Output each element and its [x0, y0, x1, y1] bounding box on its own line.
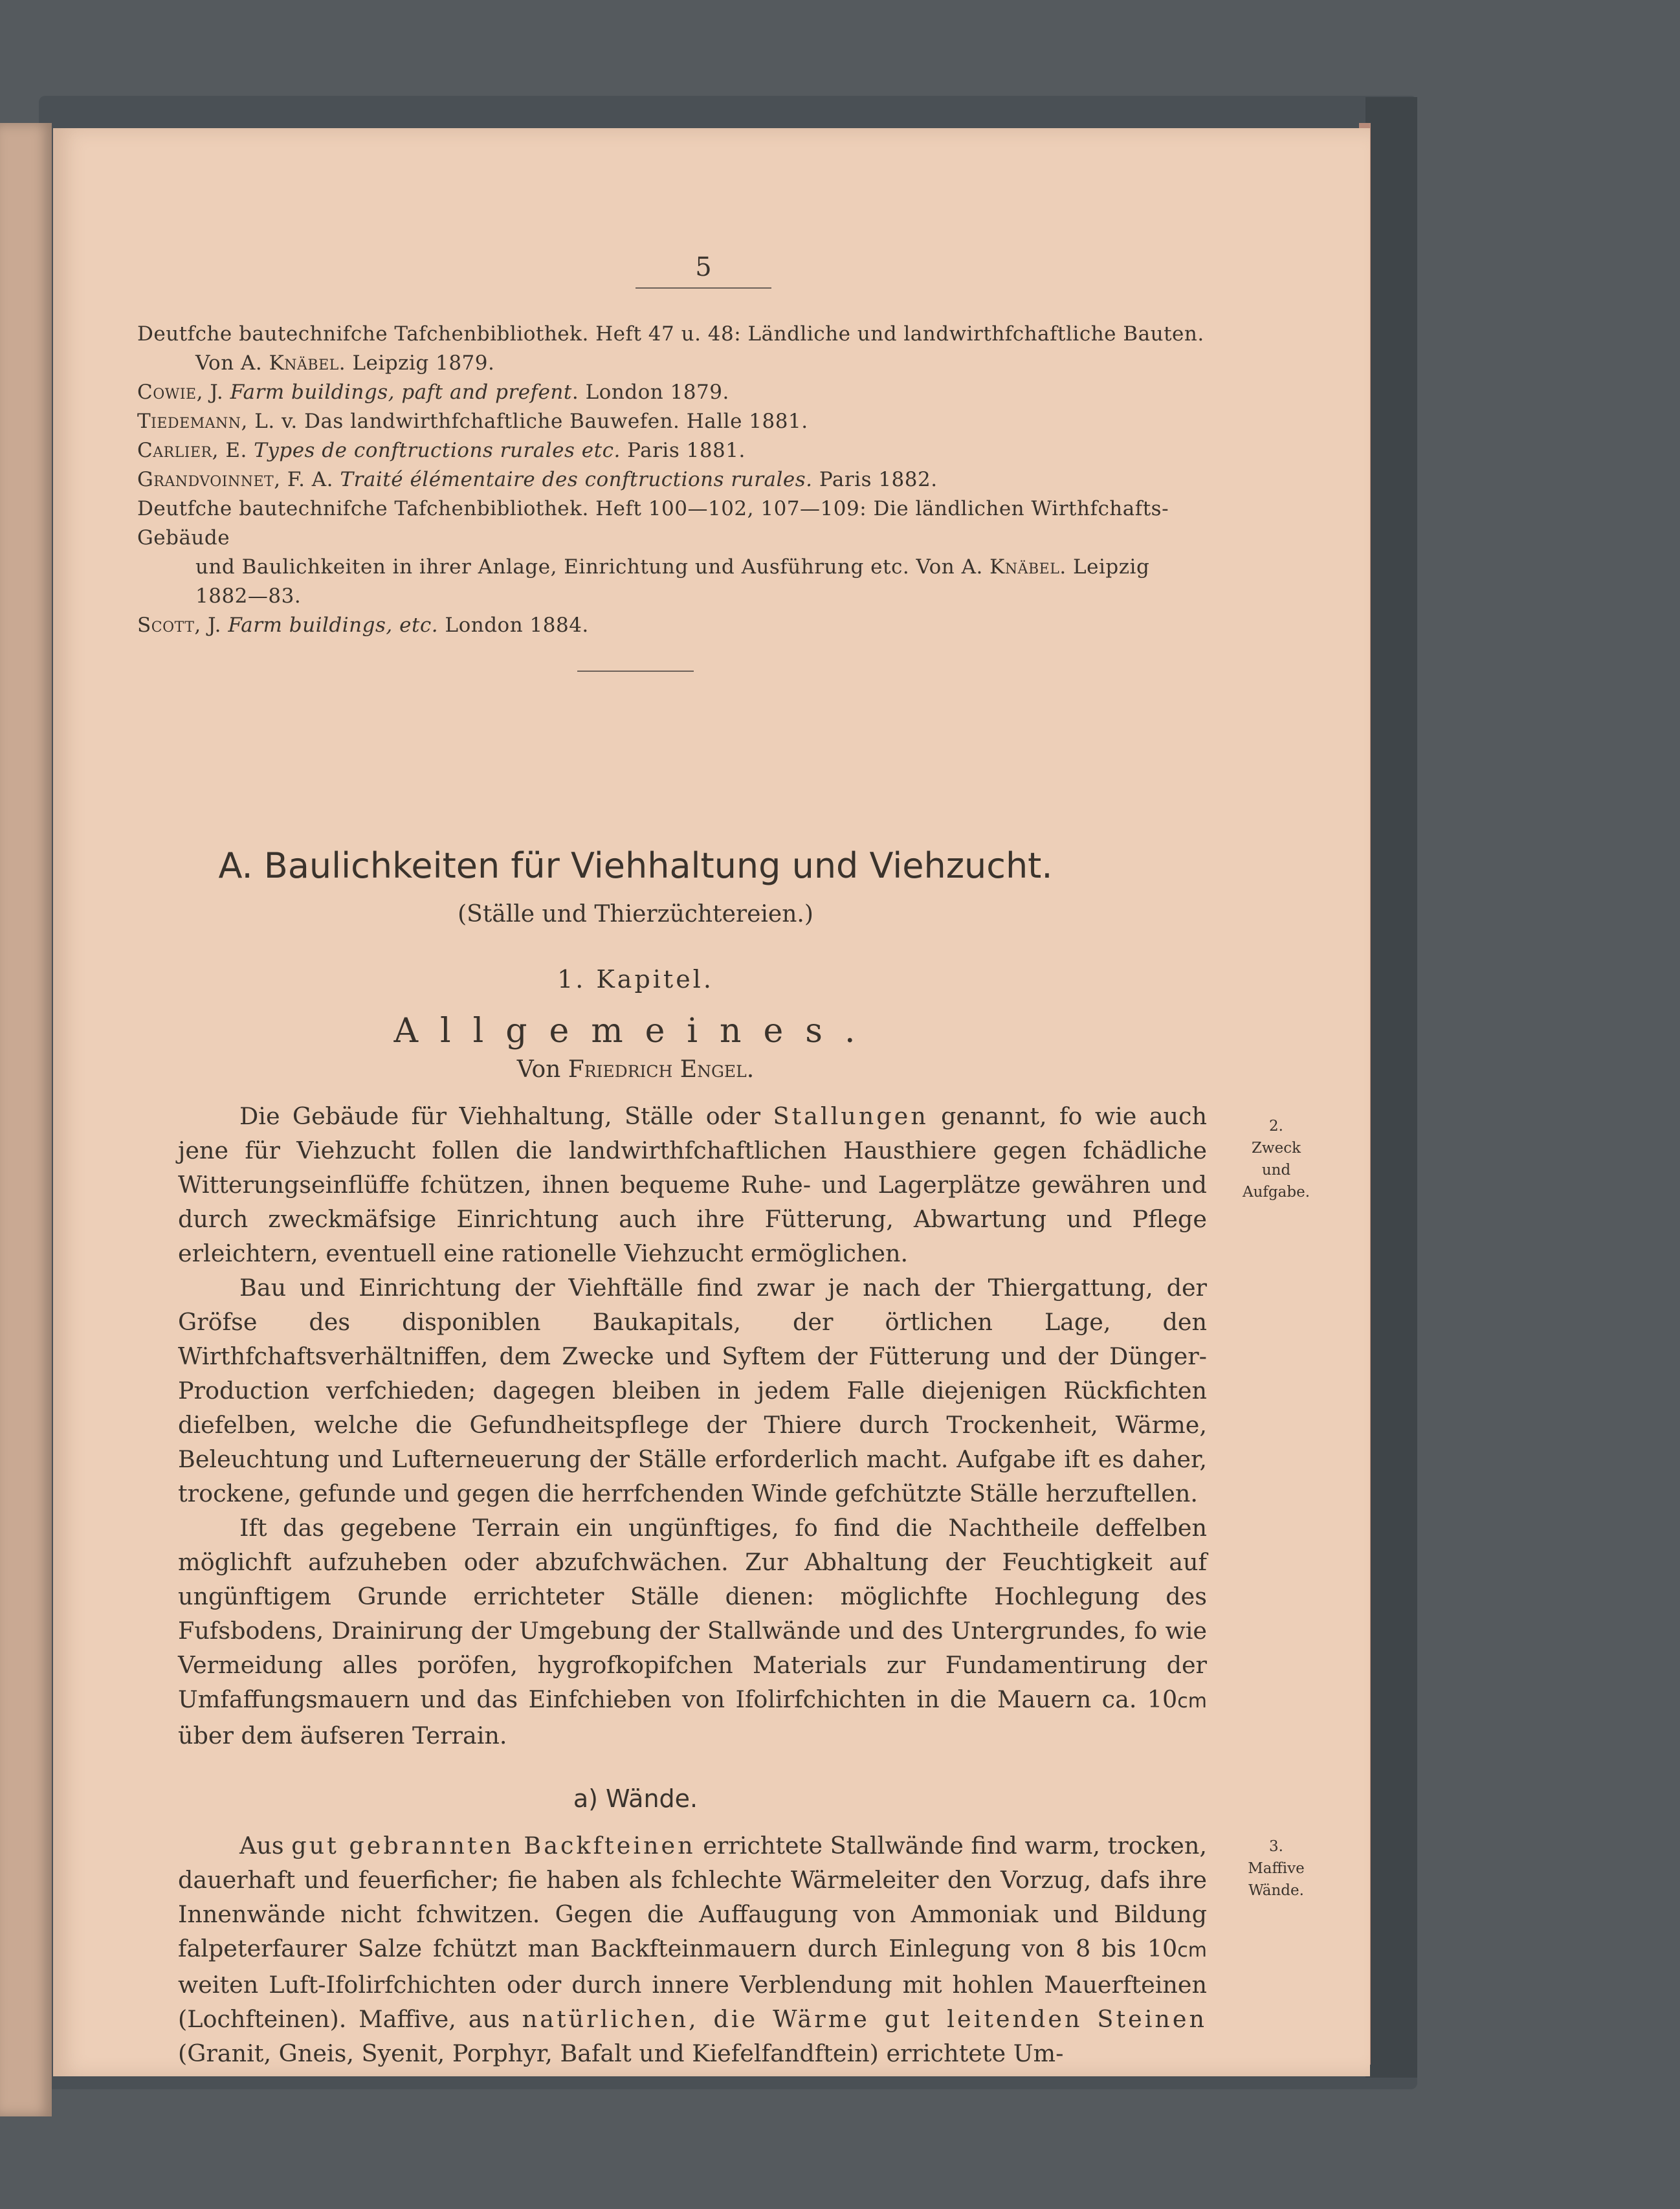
text-run: Die Gebäude für Viehhaltung, Ställe oder: [239, 1102, 773, 1130]
bibliography-line: [137, 378, 1224, 407]
text-run: Tiedemann: [137, 410, 241, 433]
margin-note-number: 2.: [1269, 1118, 1283, 1135]
text-run: (Granit, Gneis, Syenit, Porphyr, Bafalt und Kiefelfandftein) errichtete Um-: [178, 2039, 1064, 2067]
text-run: cm: [1177, 1939, 1207, 1962]
chapter-title: Allgemeines.: [393, 1012, 878, 1050]
section-divider: [577, 671, 694, 672]
text-run: Scott: [137, 614, 195, 637]
text-run: Traité élémentaire des conftructions rurales.: [340, 468, 813, 491]
bibliography-line: [137, 494, 1224, 553]
text-run: natürlichen, die Wärme gut leitenden Steinen: [522, 2005, 1207, 2033]
bibliography-line: [137, 611, 1224, 640]
text-run: , E.: [212, 439, 254, 462]
bibliography-entry: [137, 436, 1224, 465]
text-run: London 1884.: [438, 614, 589, 637]
text-run: Carlier: [137, 439, 212, 462]
margin-note-line: Zweck: [1251, 1140, 1301, 1157]
text-run: Knäbel: [269, 351, 339, 375]
text-run: Paris 1881.: [620, 439, 746, 462]
body-text-intro: [178, 1099, 1207, 1753]
text-run: , J.: [196, 381, 230, 404]
chapter-label: 1. Kapitel.: [557, 965, 714, 993]
bibliography-line: [137, 407, 1224, 436]
text-run: , L. v. Das landwirthfchaftliche Bauwefen. Halle 1881.: [241, 410, 808, 433]
bibliography-entry: [137, 494, 1224, 611]
text-run: Deutfche bautechnifche Tafchenbibliothek. Heft 100—102, 107—109: Die ländlichen Wirthfchafts-Gebäude: [137, 497, 1169, 549]
bibliography-line: [137, 349, 1224, 378]
margin-note-number: 3.: [1269, 1838, 1283, 1855]
text-run: . London 1879.: [571, 381, 729, 404]
text-run: über dem äufseren Terrain.: [178, 1722, 507, 1749]
paragraph: [178, 1828, 1207, 2070]
bibliography-entry: [137, 407, 1224, 436]
margin-note-purpose: [1231, 1115, 1321, 1203]
bibliography-entry: [137, 465, 1224, 494]
text-run: genannt, fo wie auch jene für Viehzucht follen die landwirthfchaftlichen Hausthiere gegen fchädliche Witterungseinflüffe fchützen, ihnen bequeme Ruhe- und Lagerplätze gewähren und durch zweckmäfsige Einrichtung auch ihre Fütterung, Abwartung und Pflege erleichtern, eventuell eine rationelle Viehzucht ermöglichen.: [178, 1102, 1207, 1267]
margin-note-line: und: [1261, 1162, 1291, 1179]
margin-note-line: Aufgabe.: [1242, 1184, 1310, 1201]
text-run: Farm buildings, etc.: [228, 614, 439, 637]
text-run: Deutfche bautechnifche Tafchenbibliothek. Heft 47 u. 48: Ländliche und landwirthfchaftliche Bauten.: [137, 322, 1204, 346]
paragraph: [178, 1099, 1207, 1271]
margin-note-line: Wände.: [1248, 1882, 1304, 1899]
paragraph: [178, 1271, 1207, 1511]
text-run: errichtete Stallwände find warm, trocken, dauerhaft und feuerficher; fie haben als fchlechte Wärmeleiter den Vorzug, dafs ihre Innenwände nicht fchwitzen. Gegen die Auffaugung von Ammoniak und Bildung falpeterfaurer Salze fchützt man Backfteinmauern durch Einlegung von 8 bis 10: [178, 1832, 1207, 1962]
subsection-title: a) Wände.: [573, 1784, 698, 1813]
bibliography-line: [137, 553, 1224, 582]
section-title: A. Baulichkeiten für Viehhaltung und Viehzucht.: [218, 845, 1053, 886]
bibliography-line: [137, 320, 1224, 349]
text-run: Grandvoinnet: [137, 468, 274, 491]
author-prefix: Von: [516, 1056, 568, 1083]
text-run: cm: [1177, 1690, 1207, 1713]
bibliography-entry: [137, 320, 1224, 378]
text-run: Types de conftructions rurales etc.: [254, 439, 621, 462]
book-page: [53, 128, 1370, 2076]
author-name: Friedrich Engel: [568, 1056, 747, 1083]
bibliography: [137, 320, 1224, 640]
text-run: , J.: [194, 614, 228, 637]
text-run: . Leipzig: [1059, 555, 1150, 579]
text-run: Von A.: [195, 351, 269, 375]
chapter-author: [182, 1054, 1089, 1086]
bibliography-line: [137, 465, 1224, 494]
body-text-walls: [178, 1828, 1207, 2070]
bibliography-line: [137, 436, 1224, 465]
margin-note-line: Maffive: [1248, 1860, 1305, 1877]
text-run: und Baulichkeiten in ihrer Anlage, Einrichtung und Ausführung etc. Von A.: [195, 555, 990, 579]
text-run: Cowie: [137, 381, 197, 404]
author-suffix: .: [746, 1056, 755, 1083]
bibliography-line: [137, 582, 1224, 611]
text-run: weiten Luft-Ifolirfchichten oder durch innere Verblendung mit hohlen Mauerfteinen (Lochfteinen). Maffive, aus: [178, 1971, 1207, 2033]
page-number: 5: [636, 251, 771, 289]
text-run: gut gebrannten Backfteinen: [291, 1832, 696, 1859]
text-run: Stallungen: [773, 1102, 929, 1130]
text-run: Paris 1882.: [812, 468, 938, 491]
margin-note-walls: [1231, 1836, 1321, 1902]
bibliography-entry: [137, 611, 1224, 640]
text-run: Ift das gegebene Terrain ein ungünftiges, fo find die Nachtheile deffelben möglichft aufzuheben oder abzufchwächen. Zur Abhaltung der Feuchtigkeit auf ungünftigem Grunde errichteter Ställe dienen: möglichfte Hochlegung des Fufsbodens, Drainirung der Umgebung der Stallwände und des Untergrundes, fo wie Vermeidung alles poröfen, hygrofkopifchen Materials zur Fundamentirung der Umfaffungsmauern und das Einfchieben von Ifolirfchichten in die Mauern ca. 10: [178, 1514, 1207, 1713]
text-run: , F. A.: [274, 468, 340, 491]
facing-page-edge: [0, 123, 52, 2116]
text-run: Farm buildings, paft and prefent: [230, 381, 572, 404]
paragraph: [178, 1511, 1207, 1753]
text-run: Aus: [239, 1832, 292, 1859]
text-run: . Leipzig 1879.: [338, 351, 495, 375]
section-subtitle: (Ställe und Thierzüchtereien.): [458, 901, 813, 927]
text-run: Bau und Einrichtung der Viehftälle find zwar je nach der Thiergattung, der Gröfse des disponiblen Baukapitals, der örtlichen Lage, den Wirthfchaftsverhältniffen, dem Zwecke und Syftem der Fütterung und der Dünger-Production verfchieden; dagegen bleiben in jedem Falle diejenigen Rückfichten diefelben, welche die Gefundheitspflege der Thiere durch Trockenheit, Wärme, Beleuchtung und Lufterneuerung der Ställe erforderlich macht. Aufgabe ift es daher, trockene, gefunde und gegen die herrfchenden Winde gefchützte Ställe herzuftellen.: [178, 1274, 1207, 1507]
text-run: 1882—83.: [195, 584, 302, 608]
bibliography-entry: [137, 378, 1224, 407]
text-run: Knäbel: [989, 555, 1060, 579]
book-spine: [1365, 97, 1417, 2078]
